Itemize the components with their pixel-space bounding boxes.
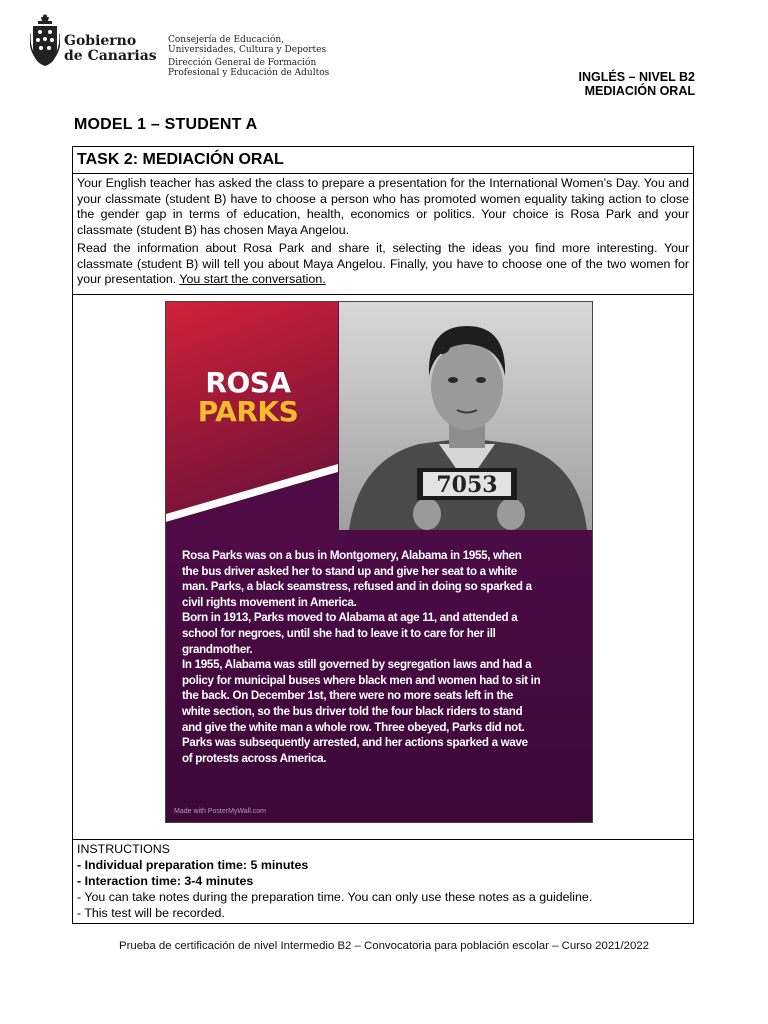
task-title: TASK 2: MEDIACIÓN ORAL — [73, 147, 693, 174]
poster-line-13: Parks was subsequently arrested, and her actions sparked a wave — [182, 736, 528, 750]
poster-watermark: Made with PosterMyWall.com — [174, 808, 266, 815]
poster-line-12: and give the white man a whole row. Three obeyed, Parks did not. — [182, 720, 525, 734]
poster-line-9: policy for municipal buses where black men and women had to sit in — [182, 673, 541, 687]
model-title: MODEL 1 – STUDENT A — [74, 116, 258, 133]
page-header — [30, 14, 740, 104]
canarias-coat-of-arms-icon — [30, 14, 60, 68]
instruction-notes: - You can take notes during the preparation time. You can only use these notes as a guideline. — [77, 890, 593, 904]
department-line2: Universidades, Cultura y Deportes — [168, 45, 327, 55]
rosa-parks-photo — [339, 302, 593, 530]
rosa-parks-poster — [165, 301, 593, 823]
government-name-line2: de Canarias — [64, 48, 157, 64]
poster-line-1: Rosa Parks was on a bus in Montgomery, Alabama in 1955, when — [182, 549, 522, 562]
department-name — [168, 35, 329, 78]
department-line4: Profesional y Educación de Adultos — [168, 68, 330, 78]
government-name-line1: Gobierno — [64, 33, 137, 49]
government-name — [64, 34, 157, 64]
instruction-interaction-time: - Interaction time: 3-4 minutes — [77, 874, 254, 888]
instruction-recorded: - This test will be recorded. — [77, 906, 225, 920]
poster-line-14: of protests across America. — [182, 751, 327, 765]
poster-cell — [73, 295, 693, 840]
portrait-illustration — [339, 302, 593, 530]
department-line1: Consejería de Educación, — [168, 35, 285, 45]
poster-body-text — [182, 548, 578, 766]
task-paragraph-2-text: Read the information about Rosa Park and share it, selecting the ideas you find more interesting. Your classmate (student B) will tell you about Maya Angelou. Finally, you have to choose one of the two women for your presentation. — [77, 241, 689, 286]
poster-line-10: the back. On December 1st, there were no more seats left in the — [182, 689, 513, 703]
photo-plate-number: 7053 — [436, 472, 498, 498]
poster-line-8: In 1955, Alabama was still governed by segregation laws and had a — [182, 658, 532, 672]
task-paragraph-2 — [77, 241, 689, 288]
exam-level-line1: INGLÉS – NIVEL B2 — [578, 70, 695, 84]
poster-line-7: grandmother. — [182, 642, 253, 656]
exam-level-line2: MEDIACIÓN ORAL — [584, 84, 695, 98]
task-instructions-text — [73, 174, 693, 295]
poster-line-3: man. Parks, a black seamstress, refused and in doing so sparked a — [182, 580, 532, 594]
instruction-preparation-time: - Individual preparation time: 5 minutes — [77, 858, 309, 872]
task-paragraph-2-underlined: You start the conversation. — [179, 272, 326, 286]
exam-level — [579, 70, 695, 98]
department-line3: Dirección General de Formación — [168, 58, 317, 68]
instructions-section — [73, 840, 693, 921]
poster-line-5: Born in 1913, Parks moved to Alabama at age 11, and attended a — [182, 611, 518, 625]
poster-name-first: ROSA — [205, 366, 291, 399]
poster-line-6: school for negroes, until she had to leave it to care for her ill — [182, 626, 496, 640]
task-box — [72, 146, 694, 924]
poster-line-11: white section, so the bus driver told the four black riders to stand — [182, 704, 523, 718]
poster-line-4: civil rights movement in America. — [182, 595, 357, 609]
page-footer: Prueba de certificación de nivel Intermedio B2 – Convocatoria para población escolar – Curso 2021/2022 — [119, 940, 649, 952]
task-paragraph-1: Your English teacher has asked the class to prepare a presentation for the International Women’s Day. You and your classmate (student B) have to choose a person who has promoted women equality taking action to close the gender gap in terms of education, health, economics or politics. Your choice is Rosa Park and your classmate (student B) has chosen Maya Angelou. — [77, 176, 689, 237]
instructions-heading: INSTRUCTIONS — [77, 842, 170, 856]
poster-line-2: the bus driver asked her to stand up and give her seat to a white — [182, 564, 517, 578]
poster-name-last: PARKS — [197, 395, 299, 428]
